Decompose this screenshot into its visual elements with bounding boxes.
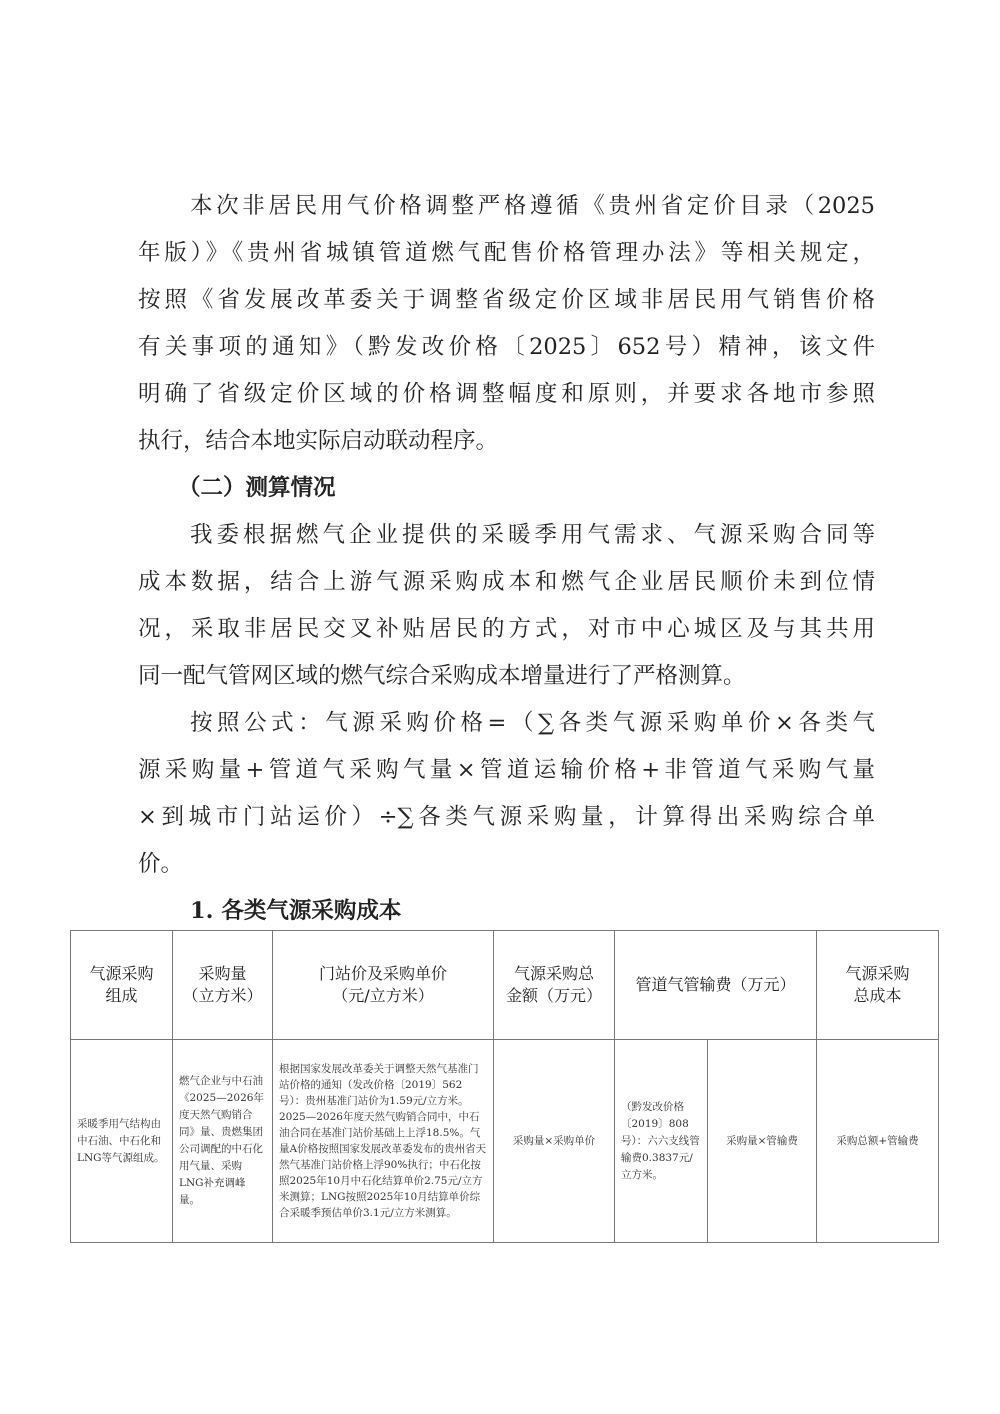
header-cell: 门站价及采购单价 （元/立方米） — [273, 931, 494, 1040]
table-cell: （黔发改价格〔2019〕808号）：六六支线管输费0.3837元/立方米。 — [615, 1040, 708, 1243]
table-cell: 采购总额+管输费 — [817, 1040, 939, 1243]
header-cell: 气源采购 组成 — [71, 931, 173, 1040]
text-line: 本次非居民用气价格调整严格遵循《贵州省定价目录（2025 — [190, 193, 875, 219]
header-cell: 气源采购总 金额（万元） — [494, 931, 615, 1040]
gas-cost-table — [70, 930, 939, 1243]
text-line: 执行，结合本地实际启动联动程序。 — [138, 428, 499, 454]
table-cell: 采购量×管输费 — [708, 1040, 817, 1243]
section-heading: （二）测算情况 — [178, 475, 336, 501]
text-line: 况，采取非居民交叉补贴居民的方式，对市中心城区及与其共用 — [138, 616, 875, 642]
table-cell: 燃气企业与中石油《2025—2026年度天然气购销合同》量、贵燃集团公司调配的中石化用气量、采购LNG补充调峰量。 — [173, 1040, 273, 1243]
text-line: 按照《省发展改革委关于调整省级定价区域非居民用气销售价格 — [138, 287, 875, 313]
header-cell: 采购量 （立方米） — [173, 931, 273, 1040]
text-line: 价。 — [138, 851, 184, 877]
text-line: 有关事项的通知》（黔发改价格〔2025〕652号）精神，该文件 — [138, 334, 875, 360]
text-line: 明确了省级定价区域的价格调整幅度和原则，并要求各地市参照 — [138, 381, 875, 407]
text-line: 成本数据，结合上游气源采购成本和燃气企业居民顺价未到位情 — [138, 569, 875, 595]
document-body — [138, 183, 875, 935]
text-line: ×到城市门站运价）÷∑各类气源采购量，计算得出采购综合单 — [138, 804, 875, 830]
table-row — [71, 1040, 939, 1243]
table-cell: 采暖季用气结构由中石油、中石化和LNG等气源组成。 — [71, 1040, 173, 1243]
table-cell: 根据国家发展改革委关于调整天然气基准门站价格的通知（发改价格〔2019〕562号）：贵州基准门站价为1.59元/立方米。2025—2026年度天然气购销合同中，中石油合同在基准门站价基础上上浮18.5%。气量A价格按照国家发展改革委发布的贵州省天然气基准门站价格上浮90%执行；中石化按照2025年10月中石化结算单价2.75元/立方米测算；LNG按照2025年10月结算单价综合采暖季预估单价3.1元/立方米测算。 — [273, 1040, 494, 1243]
text-line: 我委根据燃气企业提供的采暖季用气需求、气源采购合同等 — [190, 522, 875, 548]
text-line: 按照公式：气源采购价格=（∑各类气源采购单价×各类气 — [190, 710, 875, 736]
table-header-row — [71, 931, 939, 1040]
header-cell: 管道气管输费（万元） — [615, 931, 817, 1040]
text-line: 源采购量+管道气采购气量×管道运输价格+非管道气采购气量 — [138, 757, 875, 783]
text-line: 年版）》《贵州省城镇管道燃气配售价格管理办法》等相关规定， — [138, 240, 875, 266]
subsection-heading: 1. 各类气源采购成本 — [190, 898, 402, 924]
table-cell: 采购量×采购单价 — [494, 1040, 615, 1243]
text-line: 同一配气管网区域的燃气综合采购成本增量进行了严格测算。 — [138, 663, 746, 689]
header-cell: 气源采购 总成本 — [817, 931, 939, 1040]
